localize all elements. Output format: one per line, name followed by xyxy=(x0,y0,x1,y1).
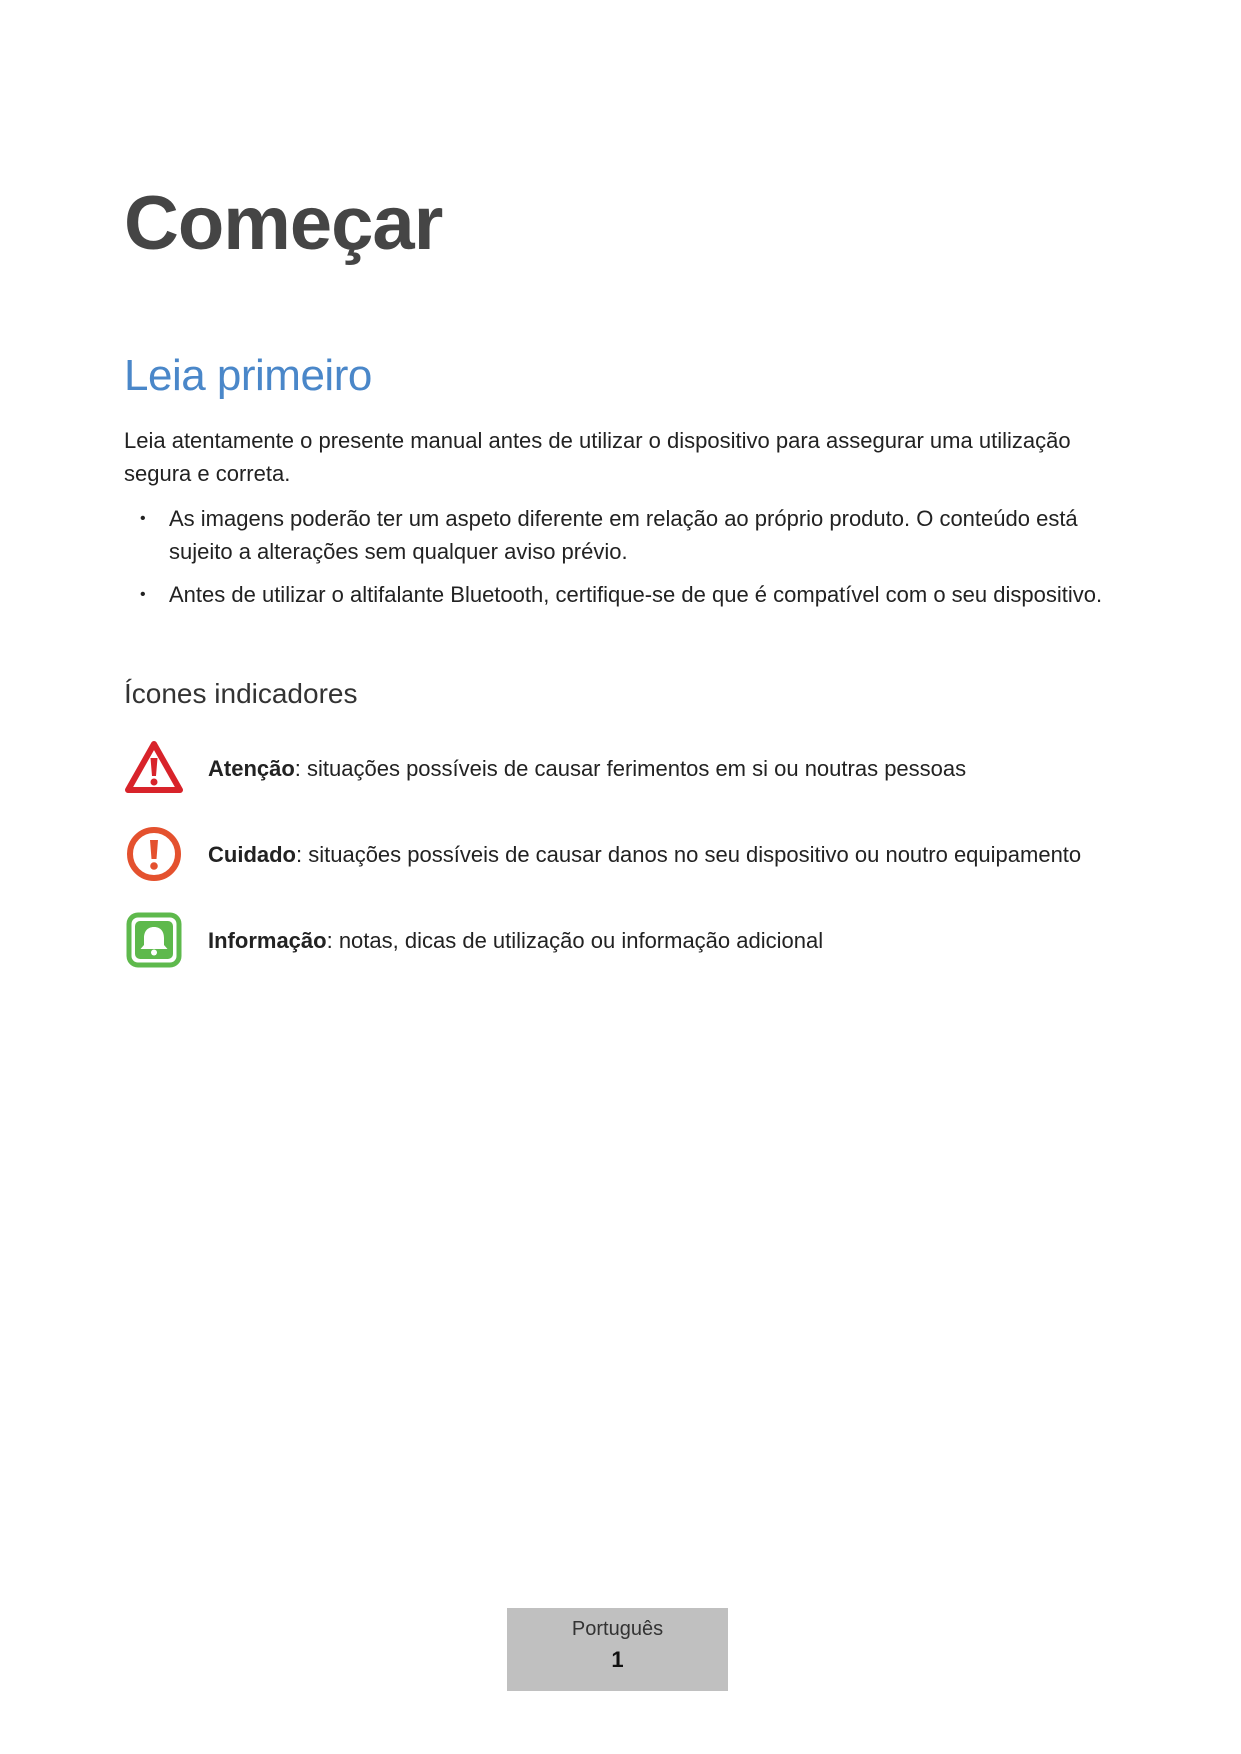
warning-triangle-icon xyxy=(124,738,184,798)
page-footer xyxy=(507,1608,728,1691)
section-title: Leia primeiro xyxy=(124,351,372,400)
bullet-item xyxy=(124,578,1124,611)
indicator-term: Cuidado xyxy=(208,842,296,867)
indicator-term: Atenção xyxy=(208,756,295,781)
subsection-title: Ícones indicadores xyxy=(124,678,358,709)
bullet-dot: • xyxy=(140,510,146,527)
bullet-text: Antes de utilizar o altifalante Bluetooth, certifique-se de que é compatível com o seu dispositivo. xyxy=(169,582,1103,607)
indicator-term: Informação xyxy=(208,928,327,953)
intro-paragraph: Leia atentamente o presente manual antes de utilizar o dispositivo para assegurar uma utilização segura e correta. xyxy=(124,428,1071,486)
bullet-list xyxy=(124,502,1124,621)
indicator-description: : situações possíveis de causar danos no seu dispositivo ou noutro equipamento xyxy=(296,842,1082,867)
indicator-caution xyxy=(124,824,1124,884)
footer-language: Português xyxy=(571,1618,664,1640)
info-bell-icon xyxy=(124,910,184,970)
bullet-item xyxy=(124,502,1124,568)
indicator-description: : notas, dicas de utilização ou informação adicional xyxy=(326,928,824,953)
bullet-dot: • xyxy=(140,586,146,603)
indicator-info xyxy=(124,910,1124,970)
indicator-text xyxy=(208,924,823,957)
page-title: Começar xyxy=(124,181,443,266)
indicator-description: : situações possíveis de causar ferimentos em si ou noutras pessoas xyxy=(294,756,967,781)
page-number: 1 xyxy=(611,1647,624,1672)
indicator-text xyxy=(208,752,966,785)
indicator-warning xyxy=(124,738,1124,798)
indicator-text xyxy=(208,838,1081,871)
caution-circle-icon xyxy=(124,824,184,884)
bullet-text: As imagens poderão ter um aspeto diferente em relação ao próprio produto. O conteúdo está sujeito a alterações sem qualquer aviso prévio. xyxy=(169,506,1078,564)
